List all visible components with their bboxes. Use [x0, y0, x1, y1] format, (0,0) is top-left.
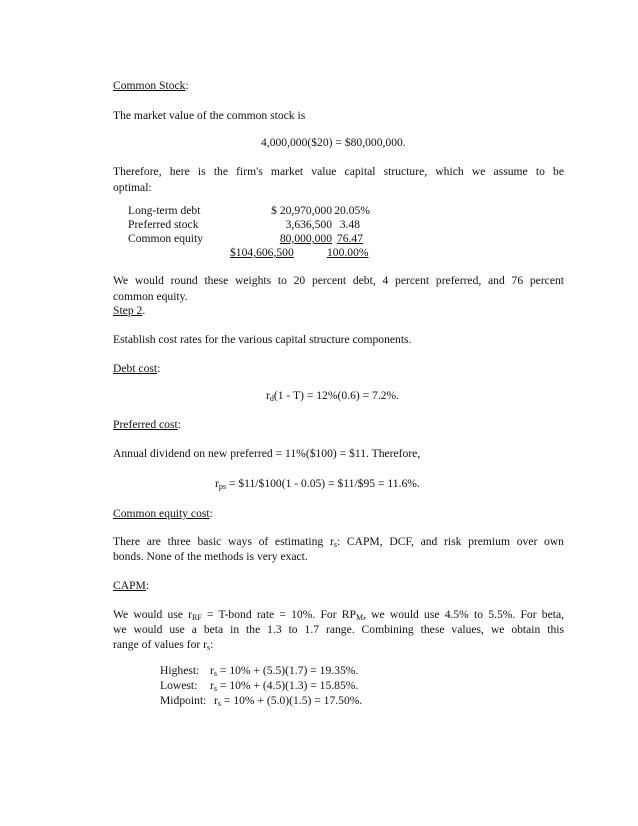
equity-line1-sub: s — [333, 540, 337, 549]
common-stock-heading-text: Common Stock — [113, 79, 186, 92]
debt-heading: Debt cost: — [113, 362, 161, 375]
capm-l1-a: We would use r — [113, 608, 193, 621]
estimate-formula — [214, 694, 362, 708]
equity-heading-text: Common equity cost — [113, 507, 210, 520]
row-label: Preferred stock — [128, 218, 199, 231]
round-line1: We would round these weights to 20 percent debt, 4 percent preferred, and 76 percent — [113, 274, 564, 287]
equity-heading: Common equity cost: — [113, 507, 213, 520]
estimate-r: r — [210, 664, 214, 677]
capm-l3-b: : — [210, 638, 214, 651]
preferred-formula — [215, 477, 420, 491]
debt-r: r — [266, 389, 270, 402]
estimate-sub: s — [213, 669, 217, 678]
equity-line2: bonds. None of the methods is very exact. — [113, 550, 308, 563]
capm-l3-sub: s — [207, 643, 211, 652]
capm-l1-sub2: M — [355, 613, 364, 622]
total-amount: $104,606,500 — [230, 246, 294, 259]
equity-line1-a: There are three basic ways of estimating r — [113, 535, 334, 548]
round-line2: common equity. — [113, 290, 188, 303]
capm-line2: we would use a beta in the 1.3 to 1.7 range. Combining these values, we obtain this — [113, 623, 564, 636]
common-stock-heading: Common Stock: — [113, 79, 189, 92]
debt-formula-text: (1 - T) = 12%(0.6) = 7.2%. — [273, 389, 400, 402]
debt-heading-text: Debt cost — [113, 362, 158, 375]
capm-l1-c: , we would use 4.5% to 5.5%. For beta, — [363, 608, 564, 621]
row-amount: $ 20,970,000 — [271, 204, 332, 217]
equity-line1 — [113, 535, 564, 549]
estimate-formula — [210, 664, 358, 678]
preferred-r: r — [215, 477, 219, 490]
common-stock-intro: The market value of the common stock is — [113, 109, 306, 122]
row-weight: 20.05% — [334, 204, 370, 217]
capm-heading: CAPM: — [113, 579, 150, 592]
estimate-label: Highest: — [160, 664, 200, 677]
capm-line1 — [113, 608, 564, 622]
estimate-r: r — [214, 694, 218, 707]
row-amount: 3,636,500 — [285, 218, 332, 231]
estimate-r: r — [210, 679, 214, 692]
capm-l3-a: range of values for r — [113, 638, 207, 651]
structure-intro-line2: optimal: — [113, 181, 152, 194]
estimate-sub: s — [217, 699, 221, 708]
preferred-heading-text: Preferred cost — [113, 418, 178, 431]
common-stock-calc: 4,000,000($20) = $80,000,000. — [261, 136, 406, 149]
estimate-formula-text: = 10% + (4.5)(1.3) = 15.85%. — [217, 679, 359, 692]
row-label: Common equity — [128, 232, 204, 245]
structure-intro-line1: Therefore, here is the firm's market value capital structure, which we assume to be — [113, 165, 564, 178]
equity-line1-b: : CAPM, DCF, and risk premium over own — [336, 535, 564, 548]
row-amount: 80,000,000 — [279, 232, 332, 245]
total-weight: 100.00% — [327, 246, 369, 259]
preferred-sub: ps — [218, 482, 226, 491]
estimate-sub: s — [213, 684, 217, 693]
preferred-formula-text: = $11/$100(1 - 0.05) = $11/$95 = 11.6%. — [226, 477, 420, 490]
capm-l1-b: = T-bond rate = 10%. For RP — [201, 608, 356, 621]
row-weight: 3.48 — [339, 218, 360, 231]
estimate-formula — [210, 679, 358, 693]
row-weight: 76.47 — [336, 232, 363, 245]
estimate-label: Lowest: — [160, 679, 198, 692]
debt-formula — [266, 389, 399, 403]
preferred-text: Annual dividend on new preferred = 11%($100) = $11. Therefore, — [113, 447, 421, 460]
row-label: Long-term debt — [128, 204, 201, 217]
estimate-label: Midpoint: — [160, 694, 207, 707]
step2-heading: Step 2. — [113, 304, 146, 317]
capm-line3 — [113, 638, 213, 652]
step2-heading-text: Step 2 — [113, 304, 143, 317]
debt-sub: d — [269, 394, 274, 403]
estimate-formula-text: = 10% + (5.5)(1.7) = 19.35%. — [217, 664, 359, 677]
capm-l1-sub1: RF — [192, 613, 202, 622]
capm-heading-text: CAPM — [113, 579, 146, 592]
estimate-formula-text: = 10% + (5.0)(1.5) = 17.50%. — [221, 694, 363, 707]
step2-text: Establish cost rates for the various capital structure components. — [113, 333, 412, 346]
preferred-heading: Preferred cost: — [113, 418, 181, 431]
